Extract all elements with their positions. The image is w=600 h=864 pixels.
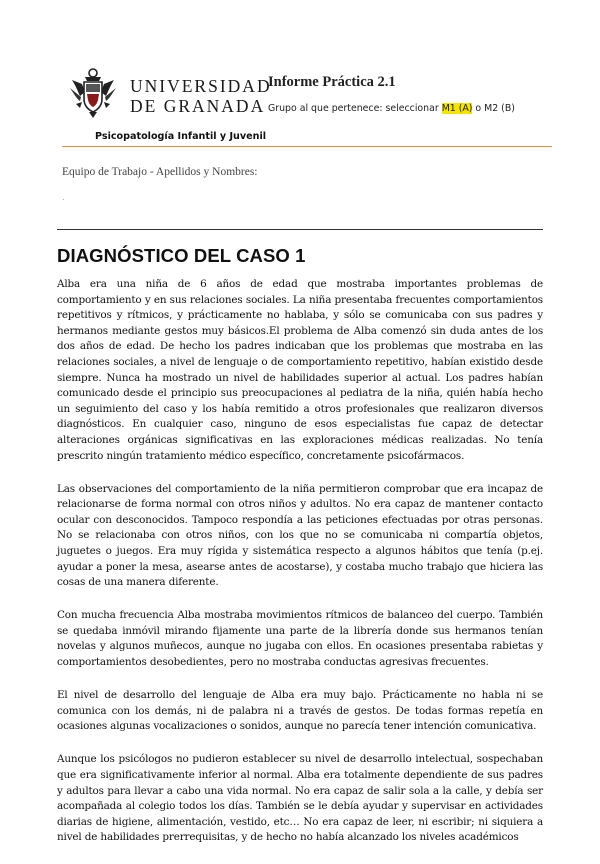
paragraph: El nivel de desarrollo del lenguaje de Alba era muy bajo. Prácticamente no habla ni se comunica con los demás, ni de palabra ni a través de gestos. De todas formas repetía en ocasiones algunas vocalizaciones o sonidos, aunque no parecía tener intención comunicativa. <box>57 689 543 733</box>
paragraph: Alba era una niña de 6 años de edad que mostraba importantes problemas de comportamiento y en sus relaciones sociales. La niña presentaba frecuentes comportamientos repetitivos y rítmicos, y prácticamente no hablaba, y sólo se comunicaba con sus padres y hermanos mediante gestos muy básicos.El problema de Alba comenzó sin duda antes de los dos años de edad. De hecho los padres indicaban que los problemas que mostraba en las relaciones sociales, a nivel de lenguaje o de comportamiento repetitivo, habían existido desde siempre. Nunca ha mostrado un nivel de habilidades superior al actual. Los padres habían comunicado desde el principio sus preocupaciones al pediatra de la niña, quién había hecho un seguimiento del caso y los había remitido a otros profesionales que realizaron diversos diagnósticos. En cualquier caso, ninguno de esos especialistas fue capaz de detectar alteraciones orgánicas significativas en las exploraciones médicas realizadas. No tenía prescrito ningún tratamiento médico específico, concretamente psicofármacos. <box>57 278 543 462</box>
paragraph: Las observaciones del comportamiento de la niña permitieron comprobar que era incapaz de relacionarse de forma normal con otros niños y adultos. No era capaz de mantener contacto ocular con desconocidos. Tampoco respondía a las peticiones efectuadas por otras personas. No se relacionaba con otros niños, con los que no se comunicaba ni compartía objetos, juguetes o juegos. Era muy rígida y sistemática respecto a algunos hábitos que tenía (p.ej. ayudar a poner la mesa, asearse antes de acostarse), y costaba mucho trabajo que hiciera las cosas de una manera diferente. <box>57 482 543 589</box>
group-prefix: Grupo al que pertenece: seleccionar <box>268 103 442 114</box>
group-option-m1[interactable]: M1 (A) <box>441 103 473 114</box>
page-title: DIAGNÓSTICO DEL CASO 1 <box>57 245 306 266</box>
university-name <box>130 76 272 116</box>
subject-name: Psicopatología Infantil y Juvenil <box>95 131 267 142</box>
university-name-line1: UNIVERSIDAD <box>130 76 272 96</box>
paragraph: Con mucha frecuencia Alba mostraba movimientos rítmicos de balanceo del cuerpo. También se quedaba inmóvil mirando fijamente una parte de la librería donde sus hermanos tenían novelas y algunos muñecos, aunque no jugaba con ellos. En ocasiones presentaba rabietas y comportamientos desobedientes, pero no mostraba conductas agresivas frecuentes. <box>57 609 543 669</box>
paragraph: Aunque los psicólogos no pudieron establecer su nivel de desarrollo intelectual, sospechaban que era significativamente inferior al normal. Alba era totalmente dependiente de sus padres y adultos para llevar a cabo una vida normal. No era capaz de salir sola a la calle, y debía ser acompañada al colegio todos los días. También se le debía ayudar y supervisar en actividades diarias de higiene, alimentación, vestido, etc… No era capaz de leer, ni escribir; ni siquiera a nivel de habilidades prerrequisitas, y de hecho no había alcanzado los niveles académicos <box>57 753 543 844</box>
section-divider <box>57 229 543 230</box>
header-divider <box>62 146 552 147</box>
university-name-line2: DE GRANADA <box>130 96 266 116</box>
case-body <box>57 277 543 864</box>
report-title: Informe Práctica 2.1 <box>268 74 396 90</box>
group-selector <box>268 103 515 114</box>
university-crest-icon <box>68 66 118 118</box>
group-suffix: o M2 (B) <box>472 103 515 114</box>
team-label: Equipo de Trabajo - Apellidos y Nombres: <box>62 166 258 178</box>
team-placeholder: . <box>62 193 65 202</box>
